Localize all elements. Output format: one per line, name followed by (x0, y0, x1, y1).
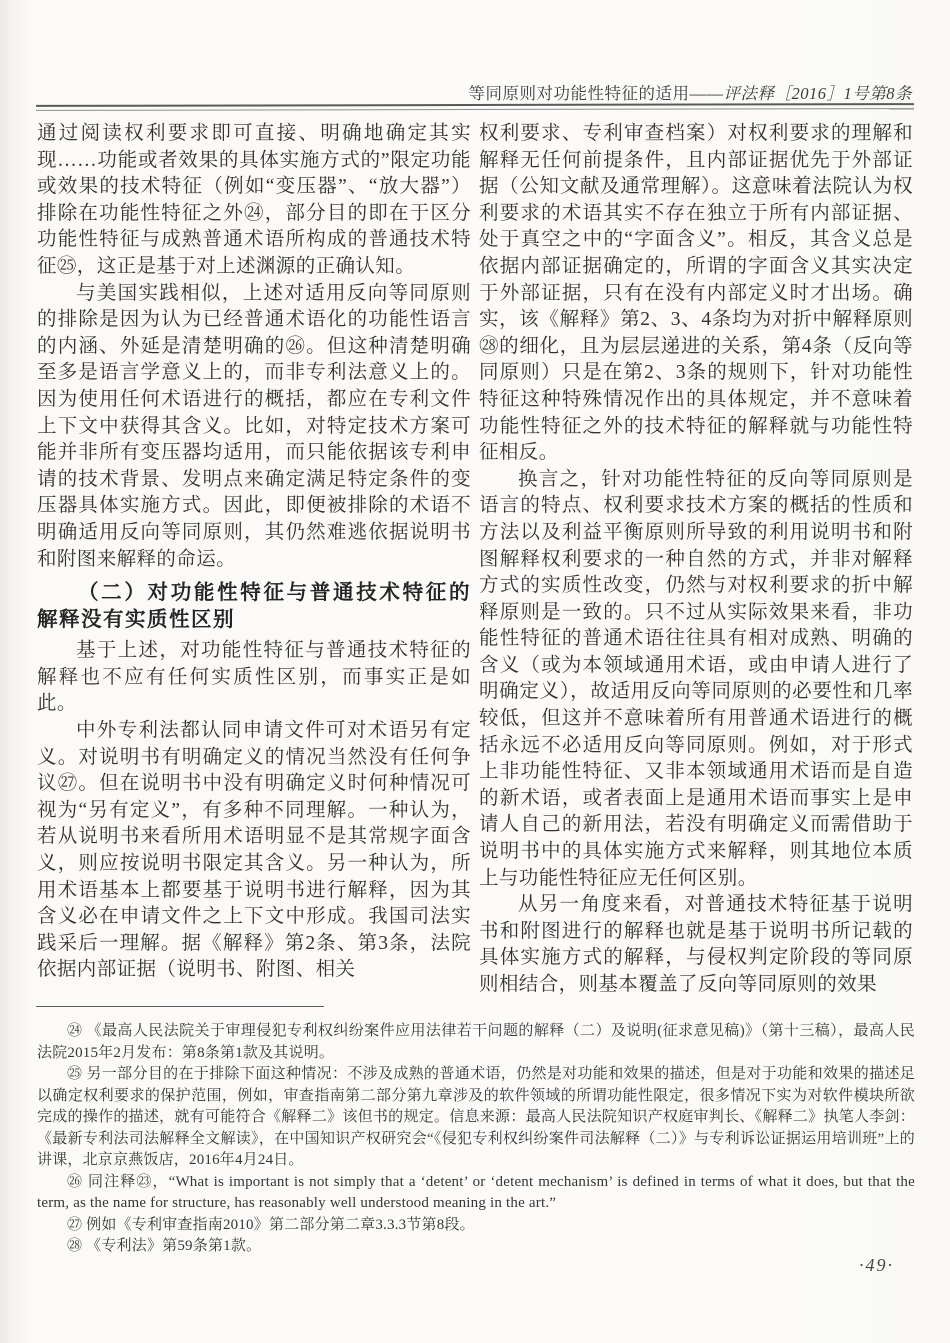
footnotes (37, 1021, 915, 1258)
footnote-item: ㉗ 例如《专利审查指南2010》第二部分第二章3.3.3节第8段。 (67, 1216, 475, 1233)
footnote-item: ㉘ 《专利法》第59条第1款。 (67, 1238, 262, 1254)
header-rule (36, 103, 914, 111)
paragraph: 从另一角度来看，对普通技术特征基于说明书和附图进行的解释也就是基于说明书所记载的具体实施方式的解释，与侵权判定阶段的等同原则相结合，则基本覆盖了反向等同原则的效果 (479, 894, 913, 995)
paragraph: 通过阅读权利要求即可直接、明确地确定其实现……功能或者效果的具体实施方式的”限定功能或效果的技术特征（例如“变压器”、“放大器”）排除在功能性特征之外㉔，部分目的即在于区分功能性特征与成熟普通术语所构成的普通技术特征㉕，这正是基于对上述渊源的正确认知。 (37, 123, 471, 277)
running-header-title: 等同原则对功能性特征的适用 (468, 84, 690, 103)
running-header-dash: —— (689, 84, 724, 103)
footnote-item: ㉕ 另一部分目的在于排除下面这种情况：不涉及成熟的普通术语，仍然是对功能和效果的描述，但是对于功能和效果的描述足以确定权利要求的保护范围，例如，审查指南第二部分第九章涉及的软件领域的所谓功能性限定，很多情况下实为对软件模块所欲完成的操作的描述，就有可能符合《解释二》该但书的规定。信息来源：最高人民法院知识产权庭审判长、《解释二》执笔人李剑：《最新专利法司法解释全文解读》，在中国知识产权研究会“《侵犯专利权纠纷案件司法解释（二）》与专利诉讼证据运用培训班”上的讲课，北京京燕饭店，2016年4月24日。 (37, 1066, 915, 1168)
paragraph: 基于上述，对功能性特征与普通技术特征的解释也不应有任何实质性区别，而事实正是如此。 (37, 640, 471, 715)
section-heading: （二）对功能性特征与普通技术特征的解释没有实质性区别 (37, 582, 471, 631)
footnote-item: ㉖ 同注释㉓，“What is important is not simply that a ‘detent’ or ‘detent mechanism’ is defined in terms of what it does, but that the term, as the name for structure, has reasonably well understood meaning in the art.” (37, 1173, 915, 1211)
left-column (37, 121, 471, 984)
running-header (469, 80, 913, 104)
paragraph: 与美国实践相似，上述对适用反向等同原则的排除是因为认为已经普通术语化的功能性语言的内涵、外延是清楚明确的㉖。但这种清楚明确至多是语言学意义上的，而非专利法意义上的。因为使用任何术语进行的概括，都应在专利文件上下文中获得其含义。比如，对特定技术方案可能并非所有变压器均适用，而只能依据该专利申请的技术背景、发明点来确定满足特定条件的变压器具体实施方式。因此，即便被排除的术语不明确适用反向等同原则，其仍然难逃依据说明书和附图来解释的命运。 (37, 282, 471, 570)
footnote-item: ㉔ 《最高人民法院关于审理侵犯专利权纠纷案件应用法律若干问题的解释（二）及说明(征求意见稿)》（第十三稿），最高人民法院2015年2月发布：第8条第1款及其说明。 (37, 1023, 915, 1061)
running-header-subtitle: 评法释［2016］1号第8条 (723, 84, 912, 103)
page-number: ·49· (859, 1255, 894, 1275)
footnote-separator (36, 1006, 324, 1007)
right-column (479, 121, 913, 999)
paragraph: 中外专利法都认同申请文件可对术语另有定义。对说明书有明确定义的情况当然没有任何争议㉗。但在说明书中没有明确定义时何种情况可视为“另有定义”，有多种不同理解。一种认为，若从说明书来看所用术语明显不是其常规字面含义，则应按说明书限定其含义。另一种认为，所用术语基本上都要基于说明书进行解释，因为其含义必在申请文件之上下文中形成。我国司法实践采后一理解。据《解释》第2条、第3条，法院依据内部证据（说明书、附图、相关 (37, 720, 471, 981)
paragraph: 权利要求、专利审查档案）对权利要求的理解和解释无任何前提条件，且内部证据优先于外部证据（公知文献及通常理解）。这意味着法院认为权利要求的术语其实不存在独立于所有内部证据、处于真空之中的“字面含义”。相反，其含义总是依据内部证据确定的，所谓的字面含义其实决定于外部证据，只有在没有内部定义时才出场。确实，该《解释》第2、3、4条均为对折中解释原则㉘的细化，且为层层递进的关系，第4条（反向等同原则）只是在第2、3条的规则下，针对功能性特征这种特殊情况作出的具体规定，并不意味着功能性特征之外的技术特征的解释就与功能性特征相反。 (479, 123, 913, 464)
paragraph: 换言之，针对功能性特征的反向等同原则是语言的特点、权利要求技术方案的概括的性质和方法以及利益平衡原则所导致的利用说明书和附图解释权利要求的一种自然的方式，并非对解释方式的实质性改变，仍然与对权利要求的折中解释原则是一致的。只不过从实际效果来看，非功能性特征的普通术语往往具有相对成熟、明确的含义（或为本领域通用术语，或由申请人进行了明确定义），故适用反向等同原则的必要性和几率较低，但这并不意味着所有用普通术语进行的概括永远不必适用反向等同原则。例如，对于形式上非功能性特征、又非本领域通用术语而是自造的新术语，或者表面上是通用术语而事实上是申请人自己的新用法，若没有明确定义而需借助于说明书中的具体实施方式来解释，则其地位本质上与功能性特征应无任何区别。 (479, 468, 913, 889)
